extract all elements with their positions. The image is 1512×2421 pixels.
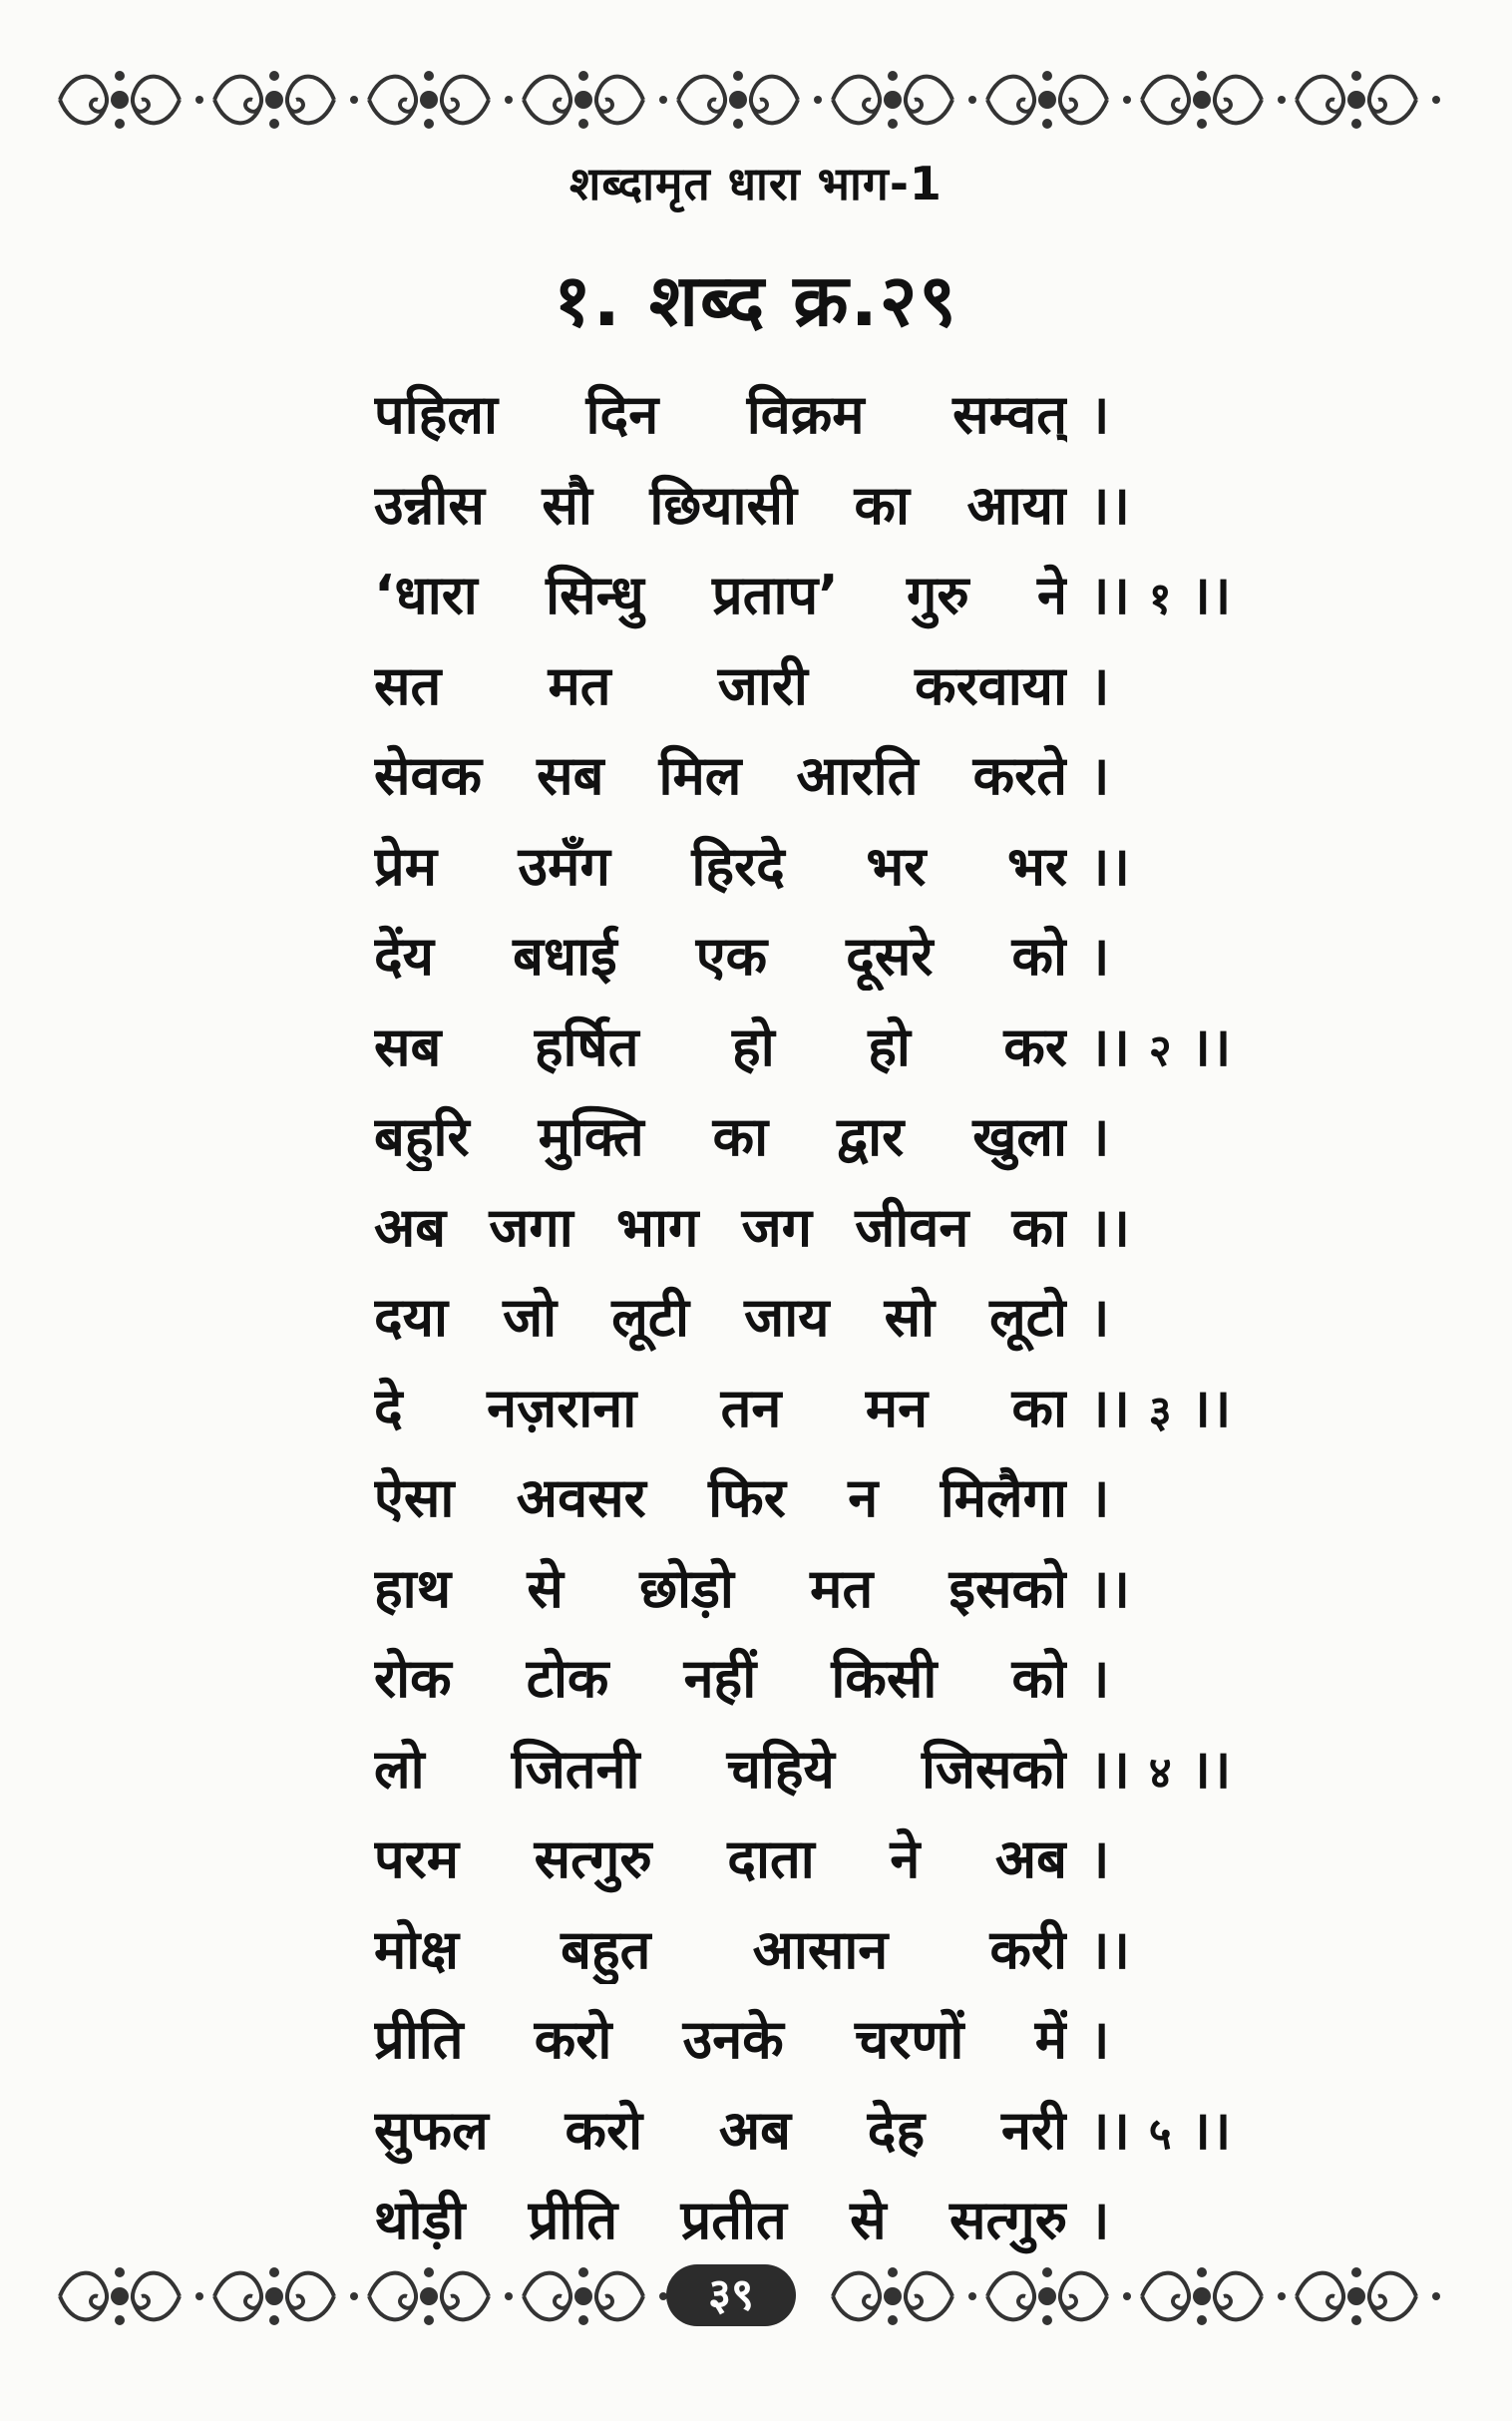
verse-line — [374, 1180, 1252, 1271]
danda-mark: । — [1089, 1105, 1110, 1169]
verse-number: २ — [1148, 1024, 1172, 1076]
page-number-badge: ३९ — [666, 2264, 796, 2326]
danda-mark: । — [1089, 1466, 1110, 1530]
danda-mark: ।। — [1190, 564, 1232, 627]
danda-mark: ।। — [1089, 473, 1130, 537]
danda-mark: ।। — [1089, 1195, 1130, 1259]
danda-mark: ।। — [1089, 834, 1130, 898]
verse-line-text: हाथ से छोड़ो मत इसको — [374, 1556, 1067, 1620]
verse-line — [374, 1541, 1252, 1632]
verse-line-text: प्रीति करो उनके चरणों में — [374, 2008, 1067, 2072]
verse-line-text: लो जितनी चहिये जिसको — [374, 1737, 1067, 1801]
verse-line — [374, 1270, 1252, 1361]
verse-line — [374, 909, 1252, 1000]
danda-mark: । — [1089, 2008, 1110, 2072]
danda-mark: ।। — [1089, 1556, 1130, 1620]
running-head: शब्दामृत धारा भाग-1 — [569, 157, 943, 210]
verse-line — [374, 1089, 1252, 1180]
verse-line-text: सत मत जारी करवाया — [374, 653, 1067, 717]
danda-mark: । — [1089, 744, 1110, 808]
verse-line — [374, 548, 1252, 638]
verse-number-mark — [1089, 2091, 1231, 2165]
danda-mark: ।। — [1190, 1737, 1232, 1801]
danda-mark: । — [1089, 1286, 1110, 1350]
poem-title: १. शब्द क्र.२९ — [554, 258, 958, 342]
verse-line — [374, 1631, 1252, 1722]
verse-line — [374, 367, 1252, 458]
verse-number-mark — [1089, 1730, 1231, 1804]
danda-mark: । — [1089, 653, 1110, 717]
verse-line — [374, 1361, 1252, 1451]
danda-mark: । — [1089, 1647, 1110, 1711]
top-ornament-border — [50, 60, 1462, 140]
danda-mark: ।। — [1089, 1917, 1130, 1981]
danda-mark: । — [1089, 2189, 1110, 2252]
verse-line-text: थोड़ी प्रीति प्रतीत से सत्गुरु — [374, 2189, 1067, 2252]
verse-line-text: सुफल करो अब देह नरी — [374, 2098, 1067, 2162]
verse-line — [374, 1902, 1252, 1993]
danda-mark: । — [1089, 383, 1110, 447]
verse-line-text: देंय बधाई एक दूसरे को — [374, 925, 1067, 989]
verse-number-mark — [1089, 1008, 1231, 1081]
danda-mark: । — [1089, 1827, 1110, 1891]
verse-line — [374, 458, 1252, 549]
verse-line-text: ऐसा अवसर फिर न मिलैगा — [374, 1466, 1067, 1530]
verse-number-mark — [1089, 556, 1231, 629]
verse-number: ४ — [1148, 1747, 1172, 1799]
danda-mark: ।। — [1190, 2098, 1232, 2162]
verse-line — [374, 1000, 1252, 1090]
verse-line — [374, 2173, 1252, 2263]
danda-mark: ।। — [1089, 2098, 1130, 2162]
verse-line-text: परम सत्गुरु दाता ने अब — [374, 1827, 1067, 1891]
verse-line — [374, 2083, 1252, 2174]
verse-line-text: दया जो लूटी जाय सो लूटो — [374, 1286, 1067, 1350]
verse-line-text: मोक्ष बहुत आसान करी — [374, 1917, 1067, 1981]
verse-line — [374, 728, 1252, 819]
verse-line-text: बहुरि मुक्ति का द्वार खुला — [374, 1105, 1067, 1169]
danda-mark: । — [1089, 925, 1110, 989]
verse-number: १ — [1148, 574, 1172, 625]
danda-mark: ।। — [1089, 1376, 1130, 1439]
verse-line-text: प्रेम उमँग हिरदे भर भर — [374, 834, 1067, 898]
verse-line — [374, 1992, 1252, 2083]
verse-line-text: रोक टोक नहीं किसी को — [374, 1647, 1067, 1711]
danda-mark: ।। — [1190, 1376, 1232, 1439]
verse-number: ३ — [1148, 1386, 1172, 1437]
verse-line-text: पहिला दिन विक्रम सम्वत् — [374, 383, 1067, 447]
danda-mark: ।। — [1089, 1737, 1130, 1801]
danda-mark: ।। — [1190, 1014, 1232, 1078]
verse-line — [374, 1812, 1252, 1902]
verse-line — [374, 819, 1252, 910]
verse-number-mark — [1089, 1369, 1231, 1442]
verse-number: ५ — [1148, 2108, 1172, 2160]
verse-line — [374, 638, 1252, 729]
verse-block — [374, 367, 1252, 2263]
verse-line-text: दे नज़राना तन मन का — [374, 1376, 1067, 1439]
verse-line-text: ‘धारा सिन्धु प्रताप’ गुरु ने — [374, 564, 1067, 627]
verse-line-text: सेवक सब मिल आरति करते — [374, 744, 1067, 808]
verse-line-text: सब हर्षित हो हो कर — [374, 1014, 1067, 1078]
verse-line-text: उन्नीस सौ छियासी का आया — [374, 473, 1067, 537]
ornament-border-icon — [50, 60, 1462, 140]
verse-line — [374, 1722, 1252, 1813]
verse-line-text: अब जगा भाग जग जीवन का — [374, 1195, 1067, 1259]
danda-mark: ।। — [1089, 564, 1130, 627]
verse-line — [374, 1450, 1252, 1541]
danda-mark: ।। — [1089, 1014, 1130, 1078]
